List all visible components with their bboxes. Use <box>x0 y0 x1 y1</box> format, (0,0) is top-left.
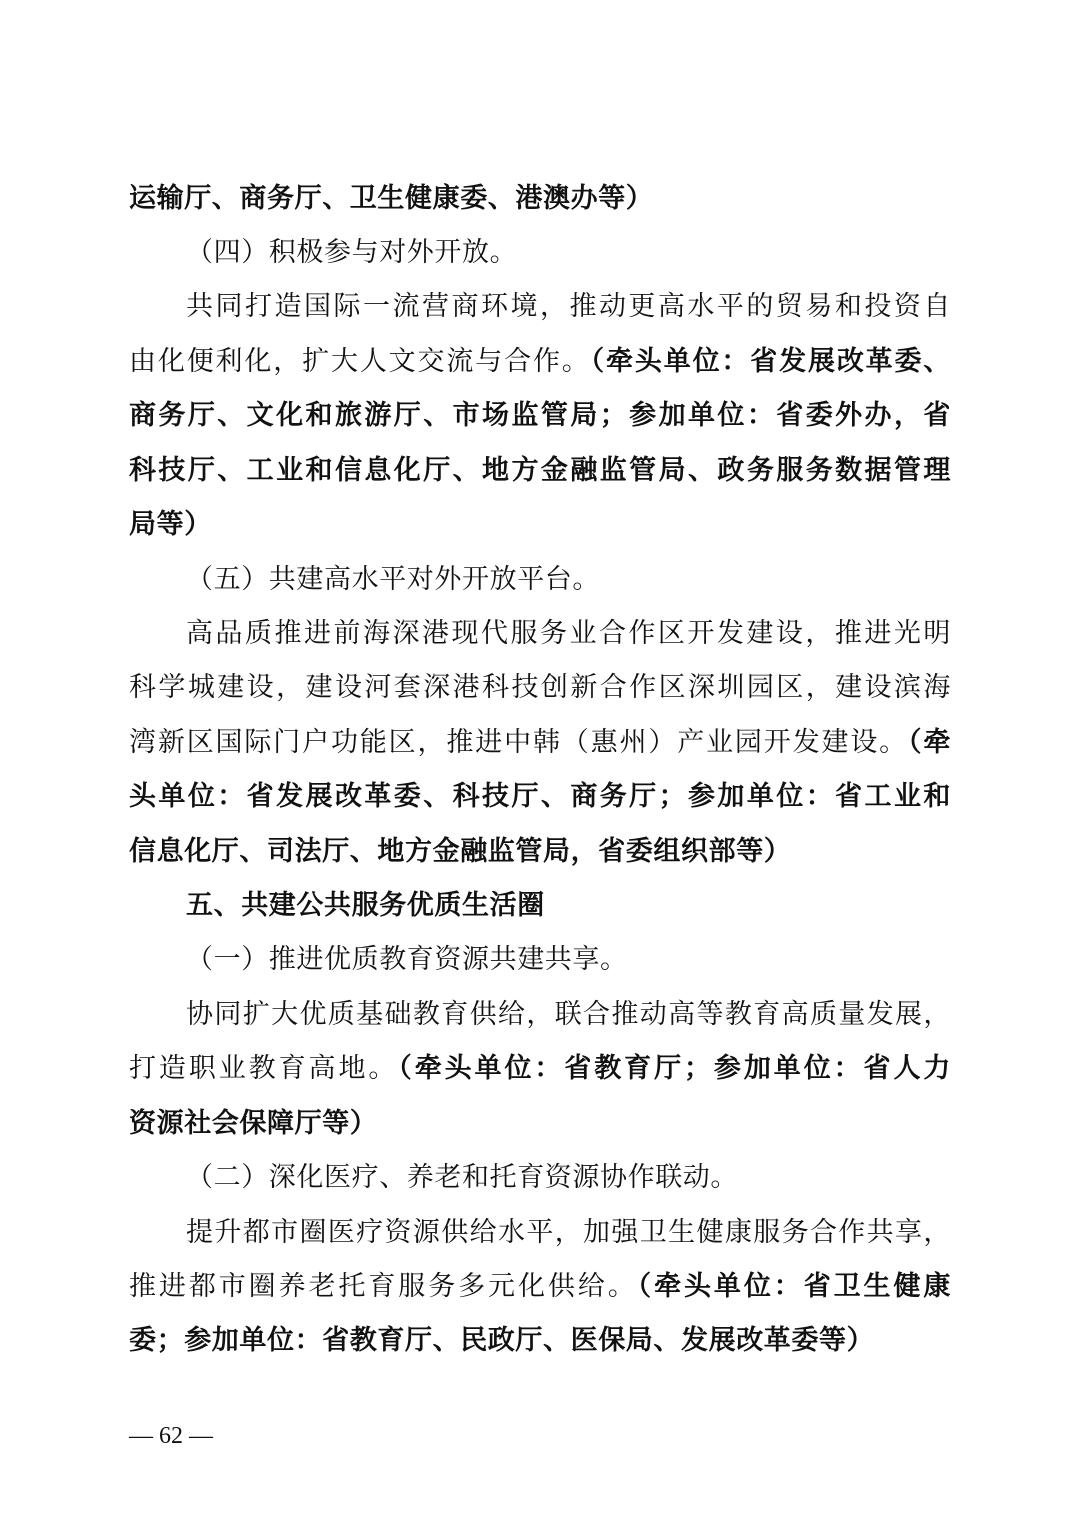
bold-text: （牵头单位：省发展改革委、 <box>590 346 951 377</box>
body-text: 湾新区国际门户功能区，推进中韩（惠州）产业园开发建设。 <box>129 727 909 758</box>
bold-text: （牵头单位：省卫生健康 <box>637 1271 951 1302</box>
bold-text: 局等） <box>129 509 212 540</box>
body-text: 共同打造国际一流营商环境，推动更高水平的贸易和投资自 <box>186 291 951 322</box>
bold-text: 运输厅、商务厅、卫生健康委、港澳办等） <box>129 183 654 214</box>
subheading-text: （二）深化医疗、养老和托育资源协作联动。 <box>186 1162 738 1193</box>
body-text: 提升都市圈医疗资源供给水平，加强卫生健康服务合作共享， <box>186 1217 951 1248</box>
body-text: 由化便利化，扩大人文交流与合作。 <box>129 346 591 377</box>
text-line <box>129 341 951 381</box>
text-line <box>129 1266 951 1306</box>
bold-text: 科技厅、工业和信息化厅、地方金融监管局、政务服务数据管理 <box>129 455 951 486</box>
page-number: — 62 — <box>129 1423 213 1449</box>
body-text: 高品质推进前海深港现代服务业合作区开发建设，推进光明 <box>186 618 951 649</box>
subheading-line <box>186 232 951 272</box>
subheading-line <box>186 939 951 979</box>
text-line <box>129 178 951 218</box>
text-line <box>129 450 951 490</box>
text-line <box>186 286 951 326</box>
text-line <box>129 722 951 762</box>
bold-text: （牵头单位：省教育厅；参加单位：省人力 <box>398 1053 951 1084</box>
bold-text: 商务厅、文化和旅游厅、市场监管局；参加单位：省委外办，省 <box>129 400 951 431</box>
subheading-line <box>186 1157 951 1197</box>
subheading-text: （一）推进优质教育资源共建共享。 <box>186 944 628 975</box>
section-heading-text: 五、共建公共服务优质生活圈 <box>186 890 545 921</box>
bold-text: （牵 <box>908 727 951 758</box>
text-line <box>129 504 951 544</box>
bold-text: 资源社会保障厅等） <box>129 1108 378 1139</box>
text-line <box>129 776 951 816</box>
bold-text: 头单位：省发展改革委、科技厅、商务厅；参加单位：省工业和 <box>129 781 951 812</box>
body-text: 科学城建设，建设河套深港科技创新合作区深圳园区，建设滨海 <box>129 672 951 703</box>
bold-text: 委；参加单位：省教育厅、民政厅、医保局、发展改革委等） <box>129 1325 875 1356</box>
subheading-text: （四）积极参与对外开放。 <box>186 237 518 268</box>
body-text: 推进都市圈养老托育服务多元化供给。 <box>129 1271 638 1302</box>
text-line <box>129 667 951 707</box>
text-line <box>129 395 951 435</box>
text-line <box>129 1048 951 1088</box>
body-text: 打造职业教育高地。 <box>129 1053 399 1084</box>
text-line <box>129 1320 951 1360</box>
section-heading <box>186 885 951 925</box>
subheading-text: （五）共建高水平对外开放平台。 <box>186 564 600 595</box>
body-text: 协同扩大优质基础教育供给，联合推动高等教育高质量发展， <box>186 999 951 1030</box>
text-line <box>186 613 951 653</box>
text-line <box>129 1103 951 1143</box>
text-line <box>186 994 951 1034</box>
text-line <box>186 1212 951 1252</box>
text-line <box>129 831 951 871</box>
subheading-line <box>186 559 951 599</box>
bold-text: 信息化厅、司法厅、地方金融监管局，省委组织部等） <box>129 836 792 867</box>
